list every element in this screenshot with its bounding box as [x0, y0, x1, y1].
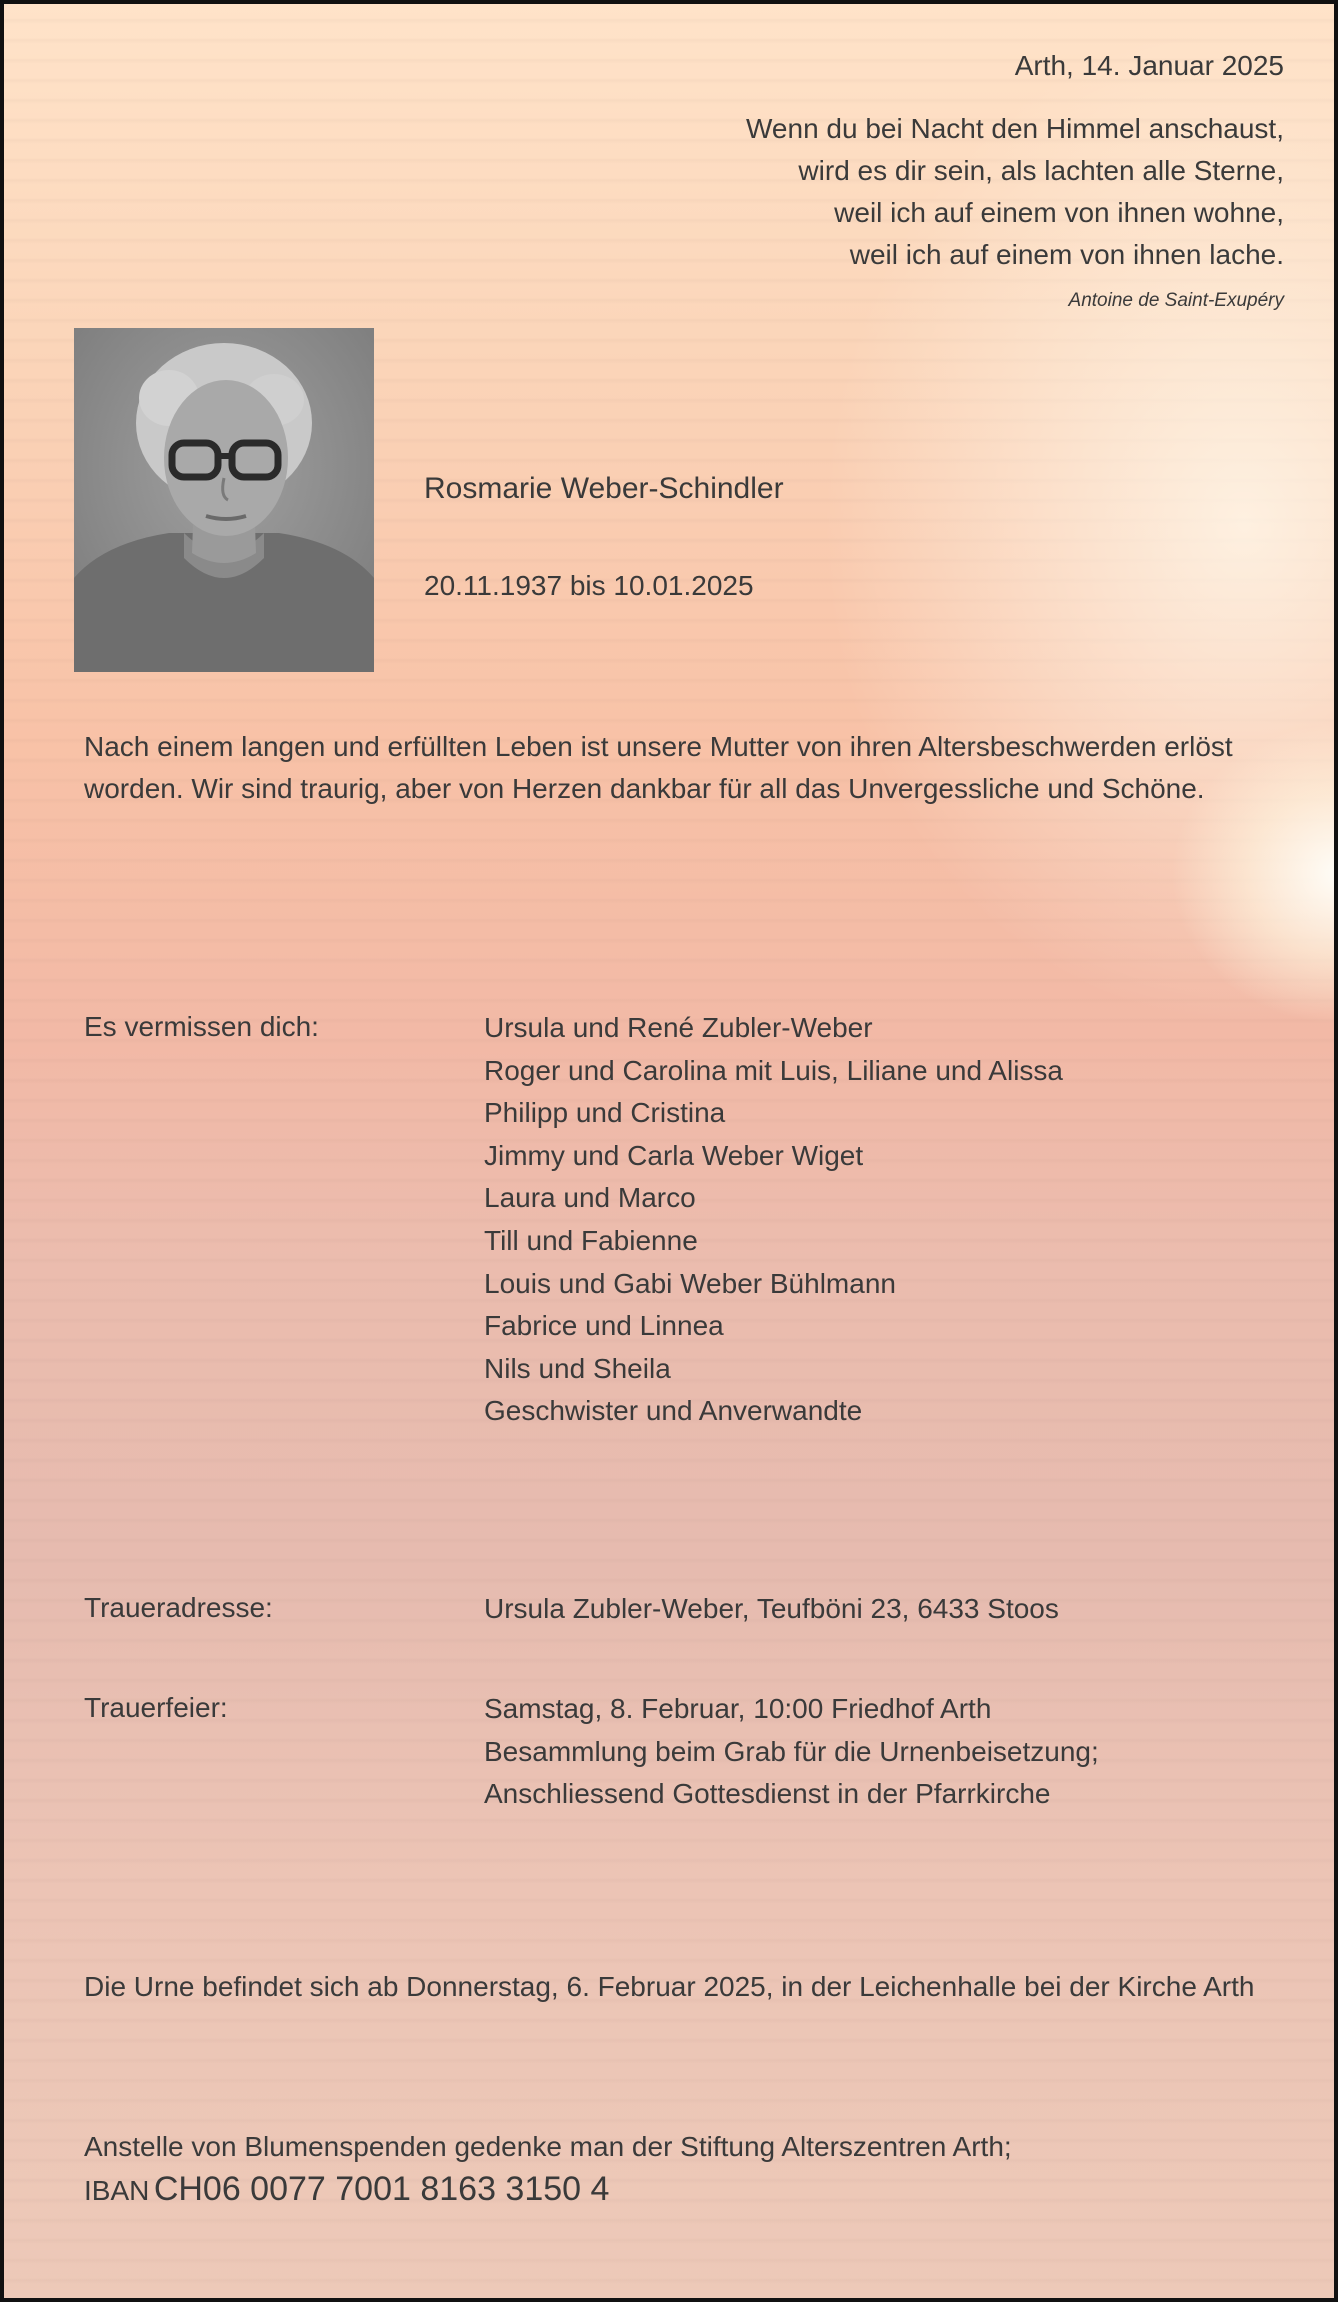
list-item: Fabrice und Linnea [484, 1310, 724, 1342]
list-item: Philipp und Cristina [484, 1097, 726, 1129]
list-item: Jimmy und Carla Weber Wiget [484, 1139, 864, 1171]
quote-author: Antoine de Saint-Exupéry [1068, 290, 1284, 311]
iban-line [84, 2170, 609, 2209]
mourners-label: Es vermissen dich: [84, 1011, 319, 1042]
list-item: Geschwister und Anverwandte [484, 1395, 863, 1427]
ceremony-line: Samstag, 8. Februar, 10:00 Friedhof Arth [484, 1693, 992, 1724]
quote-line: weil ich auf einem von ihnen wohne, [834, 197, 1284, 228]
ceremony-line: Besammlung beim Grab für die Urnenbeisetzung; [484, 1735, 1099, 1767]
iban-label: IBAN [84, 2175, 150, 2206]
address-value [484, 1588, 1059, 1631]
quote-line: Wenn du bei Nacht den Himmel anschaust, [746, 113, 1284, 144]
list-item: Louis und Gabi Weber Bühlmann [484, 1267, 896, 1299]
notice-date: Arth, 14. Januar 2025 [1014, 50, 1284, 81]
deceased-name: Rosmarie Weber-Schindler [424, 472, 784, 505]
address-text: Ursula Zubler-Weber, Teufböni 23, 6433 Stoos [484, 1593, 1059, 1624]
quote [746, 108, 1284, 276]
ceremony-details [484, 1688, 1099, 1816]
life-dates: 20.11.1937 bis 10.01.2025 [424, 570, 754, 601]
urn-paragraph: Die Urne befindet sich ab Donnerstag, 6. Februar 2025, in der Leichenhalle bei der Kirche Arth [84, 1971, 1255, 2002]
ceremony-line: Anschliessend Gottesdienst in der Pfarrkirche [484, 1778, 1051, 1810]
intro-paragraph: Nach einem langen und erfüllten Leben ist unsere Mutter von ihren Altersbeschwerden erlöst worden. Wir sind traurig, aber von Herzen dankbar für all das Unvergessliche und Schöne. [84, 731, 1233, 804]
iban-number: CH06 0077 7001 8163 3150 4 [153, 2170, 610, 2208]
mourners-list [484, 1007, 1063, 1433]
list-item: Nils und Sheila [484, 1352, 671, 1384]
list-item: Roger und Carolina mit Luis, Liliane und Alissa [484, 1054, 1063, 1086]
donation-paragraph: Anstelle von Blumenspenden gedenke man der Stiftung Alterszentren Arth; [84, 2131, 1012, 2162]
ceremony-label: Trauerfeier: [84, 1692, 228, 1723]
list-item: Till und Fabienne [484, 1224, 698, 1256]
quote-line: wird es dir sein, als lachten alle Sterne, [798, 155, 1284, 186]
quote-line: weil ich auf einem von ihnen lache. [849, 239, 1284, 270]
list-item: Laura und Marco [484, 1182, 696, 1214]
list-item: Ursula und René Zubler-Weber [484, 1012, 873, 1043]
portrait-photo [74, 328, 374, 672]
portrait-image [74, 328, 374, 672]
address-label: Traueradresse: [84, 1592, 273, 1623]
